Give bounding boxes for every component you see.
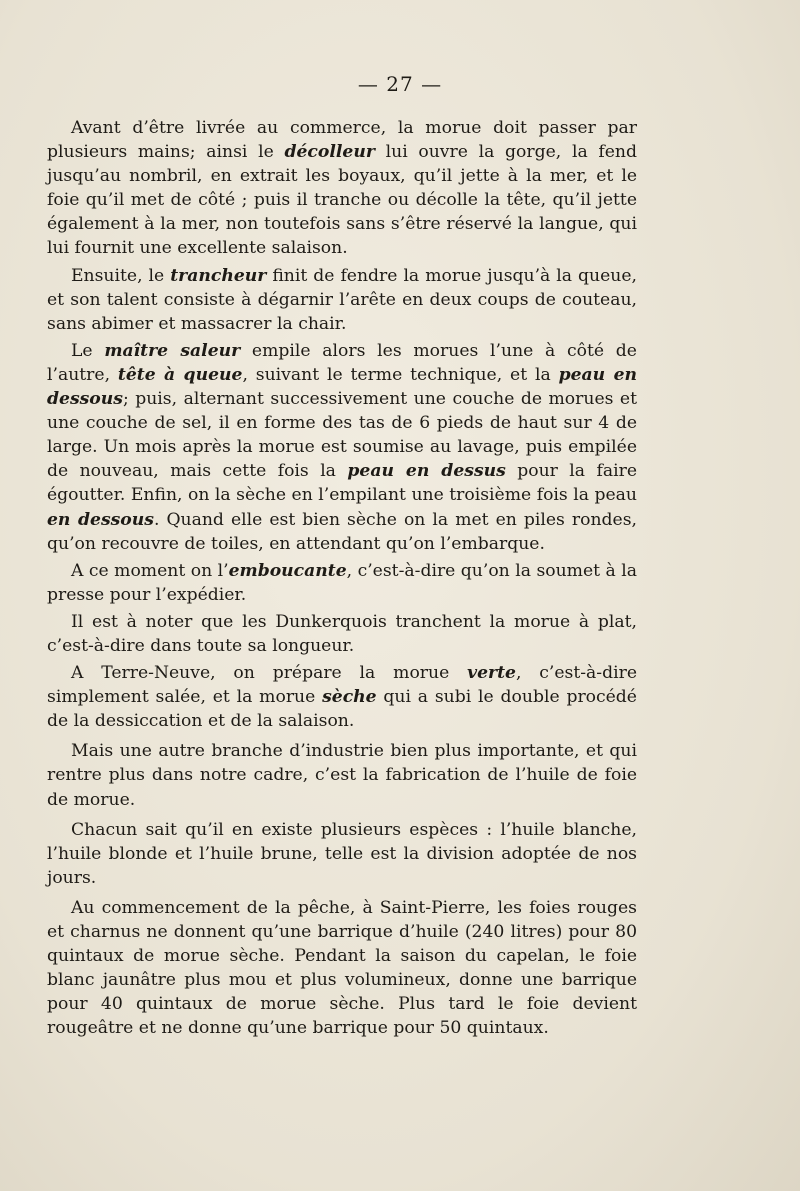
text-run: A ce moment on l’ xyxy=(71,560,229,581)
paragraph xyxy=(47,339,637,556)
paragraph xyxy=(47,818,637,890)
page-body xyxy=(47,116,637,1043)
text-run: . Quand elle est bien sèche on la met en piles rondes, qu’on recouvre de toiles, en attendant qu’on l’embarque. xyxy=(47,509,638,554)
text-run: , c’est-à-dire qu’on la soumet à la presse pour l’expédier. xyxy=(47,560,637,605)
text-run: A Terre-Neuve, on prépare la morue xyxy=(71,663,468,684)
text-run: Ensuite, le xyxy=(71,265,171,286)
text-run: ; puis, alternant successivement une couche de morues et une couche de sel, il en forme des tas de 6 pieds de haut sur 4 de large. Un mois après la morue est soumise au lavage, puis empilée de nouveau, mais cette fois la xyxy=(47,389,637,482)
emphasized-term: trancheur xyxy=(170,265,267,286)
emphasized-term: sèche xyxy=(322,687,377,708)
text-run: Mais une autre branche d’industrie bien plus importante, et qui rentre plus dans notre cadre, c’est la fabrication de l’huile de foie de morue. xyxy=(47,741,637,810)
paragraph xyxy=(47,116,637,261)
paragraph xyxy=(47,739,637,811)
text-run: pour la faire égoutter. Enfin, on la sèche en l’empilant une troisième fois la peau xyxy=(47,461,637,506)
text-run: Il est à noter que les Dunkerquois tranchent la morue à plat, c’est-à-dire dans toute sa longueur. xyxy=(47,611,637,656)
text-run: , suivant le terme technique, et la xyxy=(242,364,559,385)
paragraph xyxy=(47,264,637,336)
emphasized-term: en dessous xyxy=(47,509,154,530)
text-run: , c’est-à-dire simplement salée, et la morue xyxy=(47,663,637,708)
paragraph xyxy=(47,661,637,733)
emphasized-term: maître saleur xyxy=(104,340,241,361)
text-run: empile alors les morues l’une à côté de l’autre, xyxy=(47,340,637,385)
emphasized-term: peau en dessus xyxy=(347,461,506,482)
text-run: lui ouvre la gorge, la fend jusqu’au nombril, en extrait les boyaux, qu’il jette à la mer, et le foie qu’il met de côté ; puis il tranche ou décolle la tête, qu’il jette également à la mer, non toutefois sans s’être réservé la langue, qui lui fournit une excellente salaison. xyxy=(47,142,637,259)
paragraph xyxy=(47,896,637,1041)
emphasized-term: emboucante xyxy=(228,560,347,581)
text-run: Au commencement de la pêche, à Saint-Pierre, les foies rouges et charnus ne donnent qu’une barrique d’huile (240 litres) pour 80 quintaux de morue sèche. Pendant la saison du capelan, le foie blanc jaunâtre plus mou et plus volumineux, donne une barrique pour 40 quintaux de morue sèche. Plus tard le foie devient rougeâtre et ne donne qu’une barrique pour 50 quintaux. xyxy=(47,897,637,1039)
text-run: Chacun sait qu’il en existe plusieurs espèces : l’huile blanche, l’huile blonde et l’huile brune, telle est la division adoptée de nos jours. xyxy=(47,819,637,888)
emphasized-term: décolleur xyxy=(284,142,375,163)
text-run: Le xyxy=(71,340,105,361)
text-run: qui a subi le double procédé de la dessiccation et de la salaison. xyxy=(47,687,637,732)
emphasized-term: tête à queue xyxy=(117,364,243,385)
emphasized-term: verte xyxy=(467,663,516,684)
text-run: finit de fendre la morue jusqu’à la queue, et son talent consiste à dégarnir l’arête en deux coups de couteau, sans abimer et massacrer la chair. xyxy=(47,265,638,334)
paragraph xyxy=(47,610,637,658)
emphasized-term: peau en dessous xyxy=(47,364,637,410)
text-run: Avant d’être livrée au commerce, la morue doit passer par plusieurs mains; ainsi le xyxy=(47,118,637,163)
page-number: — 27 — xyxy=(357,72,443,96)
paragraph xyxy=(47,559,637,607)
